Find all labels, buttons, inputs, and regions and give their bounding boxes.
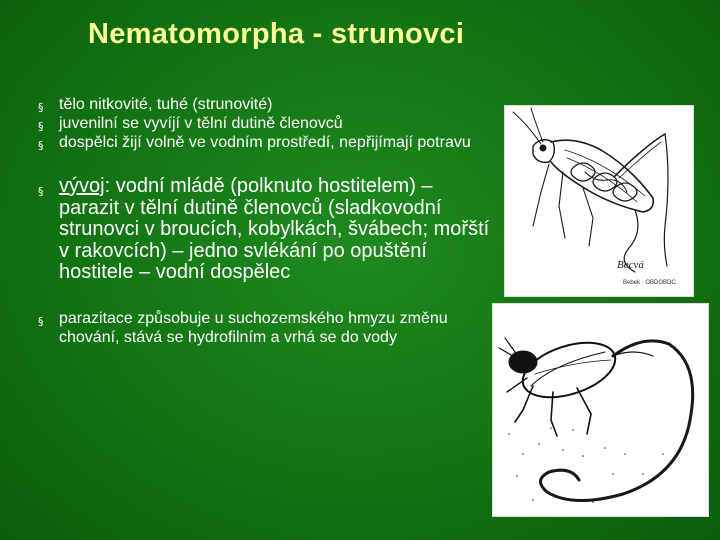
grasshopper-figure [505,106,693,296]
bullet-marker-icon: § [38,139,44,152]
beetle-with-emerging-worm-illustration-icon [493,304,708,516]
figure-credit: Bebek · OBDOBDC [623,280,676,286]
bullet-text: parazitace způsobuje u suchozemského hmyzu změnu chování, stává se hydrofilním a vrhá se do vody [59,309,448,346]
grasshopper-with-worm-illustration-icon [505,106,693,296]
bullet-text: tělo nitkovité, tuhé (strunovité) [59,96,273,113]
bullet-item-development [38,176,498,284]
bullet-item [38,95,498,114]
bullet-item [38,114,498,133]
figure-signature: Becvá [617,259,644,271]
bullet-text: juvenilní se vyvíjí v tělní dutině členovců [59,115,343,132]
bullet-marker-icon: § [38,185,44,198]
bullet-marker-icon: § [38,101,44,114]
beetle-figure [493,304,708,516]
development-term: vývoj [59,175,105,197]
bullet-item-behavior [38,309,498,347]
bullet-item [38,133,498,152]
bullet-marker-icon: § [38,120,44,133]
development-text: : vodní mládě (polknuto hostitelem) – parazit v tělní dutině členovců (sladkovodní strunovci v broucích, kobylkách, švábech; mořští v rakovcích) – jedno svlékání po opuštění hostitele – vodní dospělec [59,175,490,283]
bullet-list [38,95,498,347]
bullet-text: dospělci žijí volně ve vodním prostředí, nepřijímají potravu [59,134,471,151]
slide-title: Nematomorpha - strunovci [88,18,465,50]
bullet-marker-icon: § [38,314,44,328]
